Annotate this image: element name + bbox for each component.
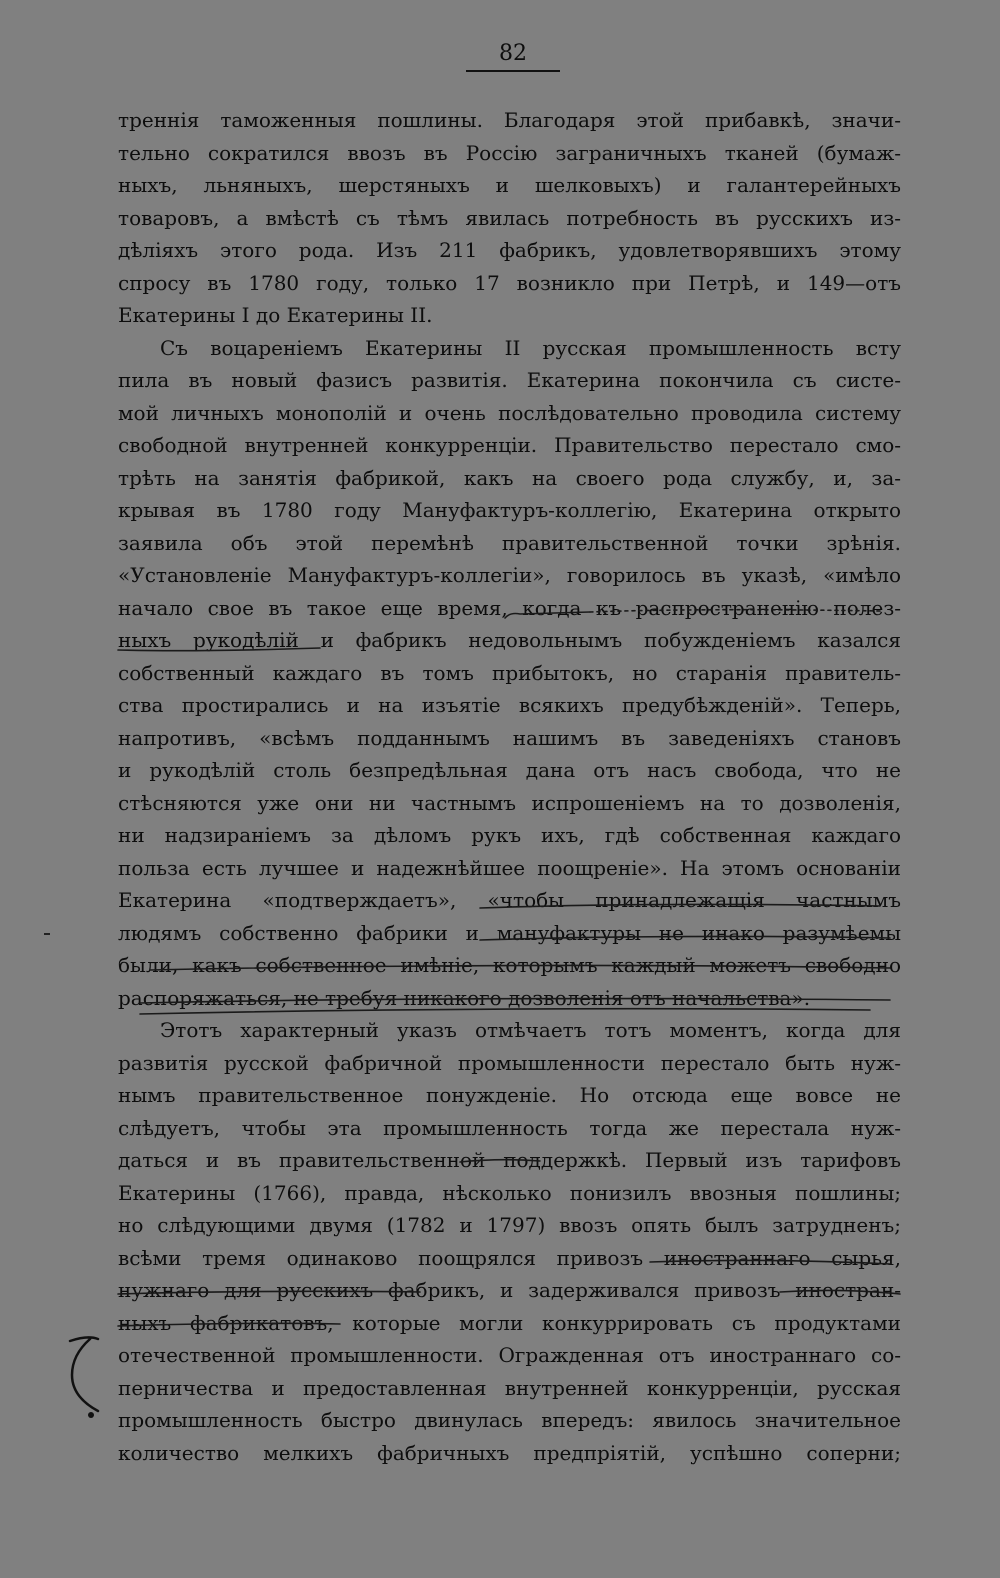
paragraph-1: [118, 104, 901, 332]
text-line: людямъ собственно фабрики и мануфактуры не инако разумѣемы: [118, 920, 901, 945]
page-number: 82: [499, 41, 527, 66]
margin-dot-mark: [88, 1412, 94, 1418]
text-line: слѣдуетъ, чтобы эта промышленность тогда же перестала нуж-: [118, 1115, 901, 1140]
text-line: ныхъ фабрикатовъ, которые могли конкуррировать съ продуктами: [118, 1310, 901, 1335]
text-line: отечественной промышленности. Огражденная отъ иностраннаго со-: [118, 1343, 901, 1367]
text-line: распоряжаться, не требуя никакого дозволенія отъ начальства».: [118, 985, 811, 1010]
text-line: товаровъ, а вмѣстѣ съ тѣмъ явилась потребность въ русскихъ из-: [118, 205, 901, 230]
margin-bracket-mark: [58, 1335, 108, 1415]
text-line: напротивъ, «всѣмъ подданнымъ нашимъ въ заведеніяхъ становъ: [118, 725, 901, 750]
text-line: начало свое въ такое еще время, когда къ распространенію полез-: [118, 595, 901, 620]
text-line: ныхъ, льняныхъ, шерстяныхъ и шелковыхъ) и галантерейныхъ: [118, 173, 901, 197]
text-line: стѣсняются уже они ни частнымъ испрошеніемъ на то дозволенія,: [118, 790, 901, 815]
text-line: польза есть лучшее и надежнѣйшее поощреніе». На этомъ основаніи: [118, 855, 901, 880]
text-line: нужнаго для русскихъ фабрикъ, и задерживался привозъ иностран-: [118, 1278, 901, 1302]
text-line: нымъ правительственное понужденіе. Но отсюда еще вовсе не: [118, 1083, 901, 1107]
text-line: всѣми тремя одинаково поощрялся привозъ иностраннаго сырья,: [118, 1245, 901, 1270]
text-line: дѣліяхъ этого рода. Изъ 211 фабрикъ, удовлетворявшихъ этому: [118, 238, 901, 262]
text-line: ства простирались и на изъятіе всякихъ предубѣжденій». Теперь,: [118, 693, 901, 717]
text-line: крывая въ 1780 году Мануфактуръ-коллегію, Екатерина открыто: [118, 498, 901, 522]
text-line: перничества и предоставленная внутренней конкурренціи, русская: [118, 1375, 901, 1400]
page-text: [118, 104, 901, 1469]
text-line: но слѣдующими двумя (1782 и 1797) ввозъ опять былъ затрудненъ;: [118, 1213, 901, 1237]
text-line: свободной внутренней конкурренціи. Правительство перестало смо-: [118, 433, 901, 457]
text-line: Съ воцареніемъ Екатерины II русская промышленность всту: [160, 335, 901, 360]
paragraph-2: [118, 332, 901, 1015]
text-line: трѣть на занятія фабрикой, какъ на своего рода службу, и, за-: [118, 465, 901, 490]
text-line: спросу въ 1780 году, только 17 возникло при Петрѣ, и 149—отъ: [118, 270, 901, 295]
text-line: Екатерина «подтверждаетъ», «чтобы принадлежащія частнымъ: [118, 888, 901, 912]
text-line: Екатерины (1766), правда, нѣсколько понизилъ ввозныя пошлины;: [118, 1180, 901, 1205]
text-line: заявила объ этой перемѣнѣ правительственной точки зрѣнія.: [118, 530, 901, 555]
text-line: были, какъ собственное имѣніе, которымъ каждый можетъ свободно: [118, 953, 901, 977]
paragraph-3: [118, 1014, 901, 1469]
margin-dash-mark: [44, 933, 50, 935]
text-line: собственный каждаго въ томъ прибытокъ, но старанія правитель-: [118, 660, 901, 685]
text-line: количество мелкихъ фабричныхъ предпріятій, успѣшно соперни;: [118, 1440, 901, 1465]
text-line: Екатерины I до Екатерины II.: [118, 303, 433, 327]
text-line: «Установленіе Мануфактуръ-коллегіи», говорилось въ указѣ, «имѣло: [118, 563, 901, 587]
text-line: ныхъ рукодѣлій и фабрикъ недовольнымъ побужденіемъ казался: [118, 628, 901, 652]
text-line: и рукодѣлій столь безпредѣльная дана отъ насъ свобода, что не: [118, 758, 901, 782]
text-line: треннія таможенныя пошлины. Благодаря этой прибавкѣ, значи-: [118, 108, 901, 132]
text-line: ни надзираніемъ за дѣломъ рукъ ихъ, гдѣ собственная каждаго: [118, 823, 901, 847]
text-line: тельно сократился ввозъ въ Россію заграничныхъ тканей (бумаж-: [118, 140, 901, 165]
text-line: даться и въ правительственной поддержкѣ. Первый изъ тарифовъ: [118, 1148, 901, 1172]
text-line: пила въ новый фазисъ развитія. Екатерина покончила съ систе-: [118, 368, 901, 392]
page-number-rule: [466, 70, 560, 72]
text-line: мой личныхъ монополій и очень послѣдовательно проводила систему: [118, 400, 901, 425]
text-line: Этотъ характерный указъ отмѣчаетъ тотъ моментъ, когда для: [160, 1018, 901, 1042]
text-line: промышленность быстро двинулась впередъ: явилось значительное: [118, 1408, 901, 1432]
text-line: развитія русской фабричной промышленности перестало быть нуж-: [118, 1050, 901, 1075]
